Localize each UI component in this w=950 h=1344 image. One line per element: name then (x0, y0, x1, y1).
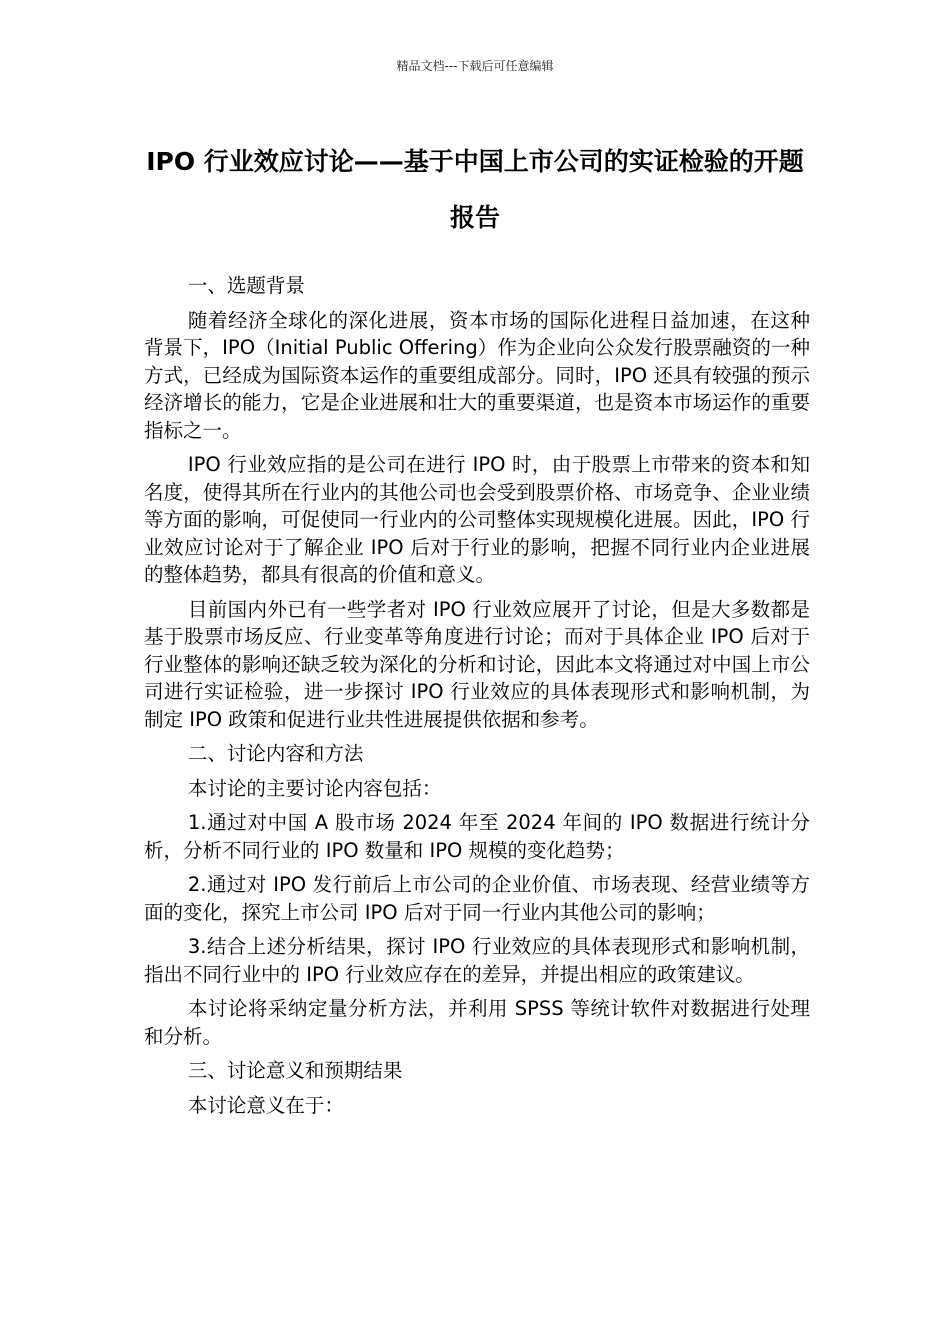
page-header: 精品文档---下载后可任意编辑 (396, 59, 554, 73)
paragraph: 目前国内外已有一些学者对 IPO 行业效应展开了讨论，但是大多数都是基于股票市场反应、行业变革等角度进行讨论；而对于具体企业 IPO 后对于行业整体的影响还缺乏较为深化的分析和讨论，因此本文将通过对中国上市公司进行实证检验，进一步探讨 IPO 行业效应的具体表现形式和影响机制，为制定 IPO 政策和促进行业共性进展提供依据和参考。 (144, 597, 810, 731)
paragraph: 本讨论意义在于： (187, 1093, 344, 1117)
section-heading-background: 一、选题背景 (187, 274, 305, 297)
document-title: IPO 行业效应讨论——基于中国上市公司的实证检验的开题报告 (146, 147, 804, 232)
list-item: 3.结合上述分析结果，探讨 IPO 行业效应的具体表现形式和影响机制，指出不同行业中的 IPO 行业效应存在的差异，并提出相应的政策建议。 (144, 935, 810, 986)
document-body (144, 272, 810, 1126)
list-item: 1.通过对中国 A 股市场 2024 年至 2024 年间的 IPO 数据进行统计分析，分析不同行业的 IPO 数量和 IPO 规模的变化趋势； (144, 811, 810, 862)
paragraph: 本讨论的主要讨论内容包括： (187, 776, 442, 800)
paragraph: IPO 行业效应指的是公司在进行 IPO 时，由于股票上市带来的资本和知名度，使得其所在行业内的其他公司也会受到股票价格、市场竞争、企业业绩等方面的影响，可促使同一行业内的公司整体实现规模化进展。因此，IPO 行业效应讨论对于了解企业 IPO 后对于行业的影响，把握不同行业内企业进展的整体趋势，都具有很高的价值和意义。 (144, 453, 810, 586)
paragraph: 随着经济全球化的深化进展，资本市场的国际化进程日益加速，在这种背景下，IPO（Initial Public Offering）作为企业向公众发行股票融资的一种方式，已经成为国际资本运作的重要组成部分。同时，IPO 还具有较强的预示经济增长的能力，它是企业进展和壮大的重要渠道，也是资本市场运作的重要指标之一。 (144, 308, 810, 442)
paragraph: 本讨论将采纳定量分析方法，并利用 SPSS 等统计软件对数据进行处理和分析。 (144, 997, 810, 1048)
list-item: 2.通过对 IPO 发行前后上市公司的企业价值、市场表现、经营业绩等方面的变化，探究上市公司 IPO 后对于同一行业内其他公司的影响； (144, 873, 810, 924)
section-heading-significance: 三、讨论意义和预期结果 (187, 1059, 403, 1082)
section-heading-content-method: 二、讨论内容和方法 (187, 742, 364, 765)
